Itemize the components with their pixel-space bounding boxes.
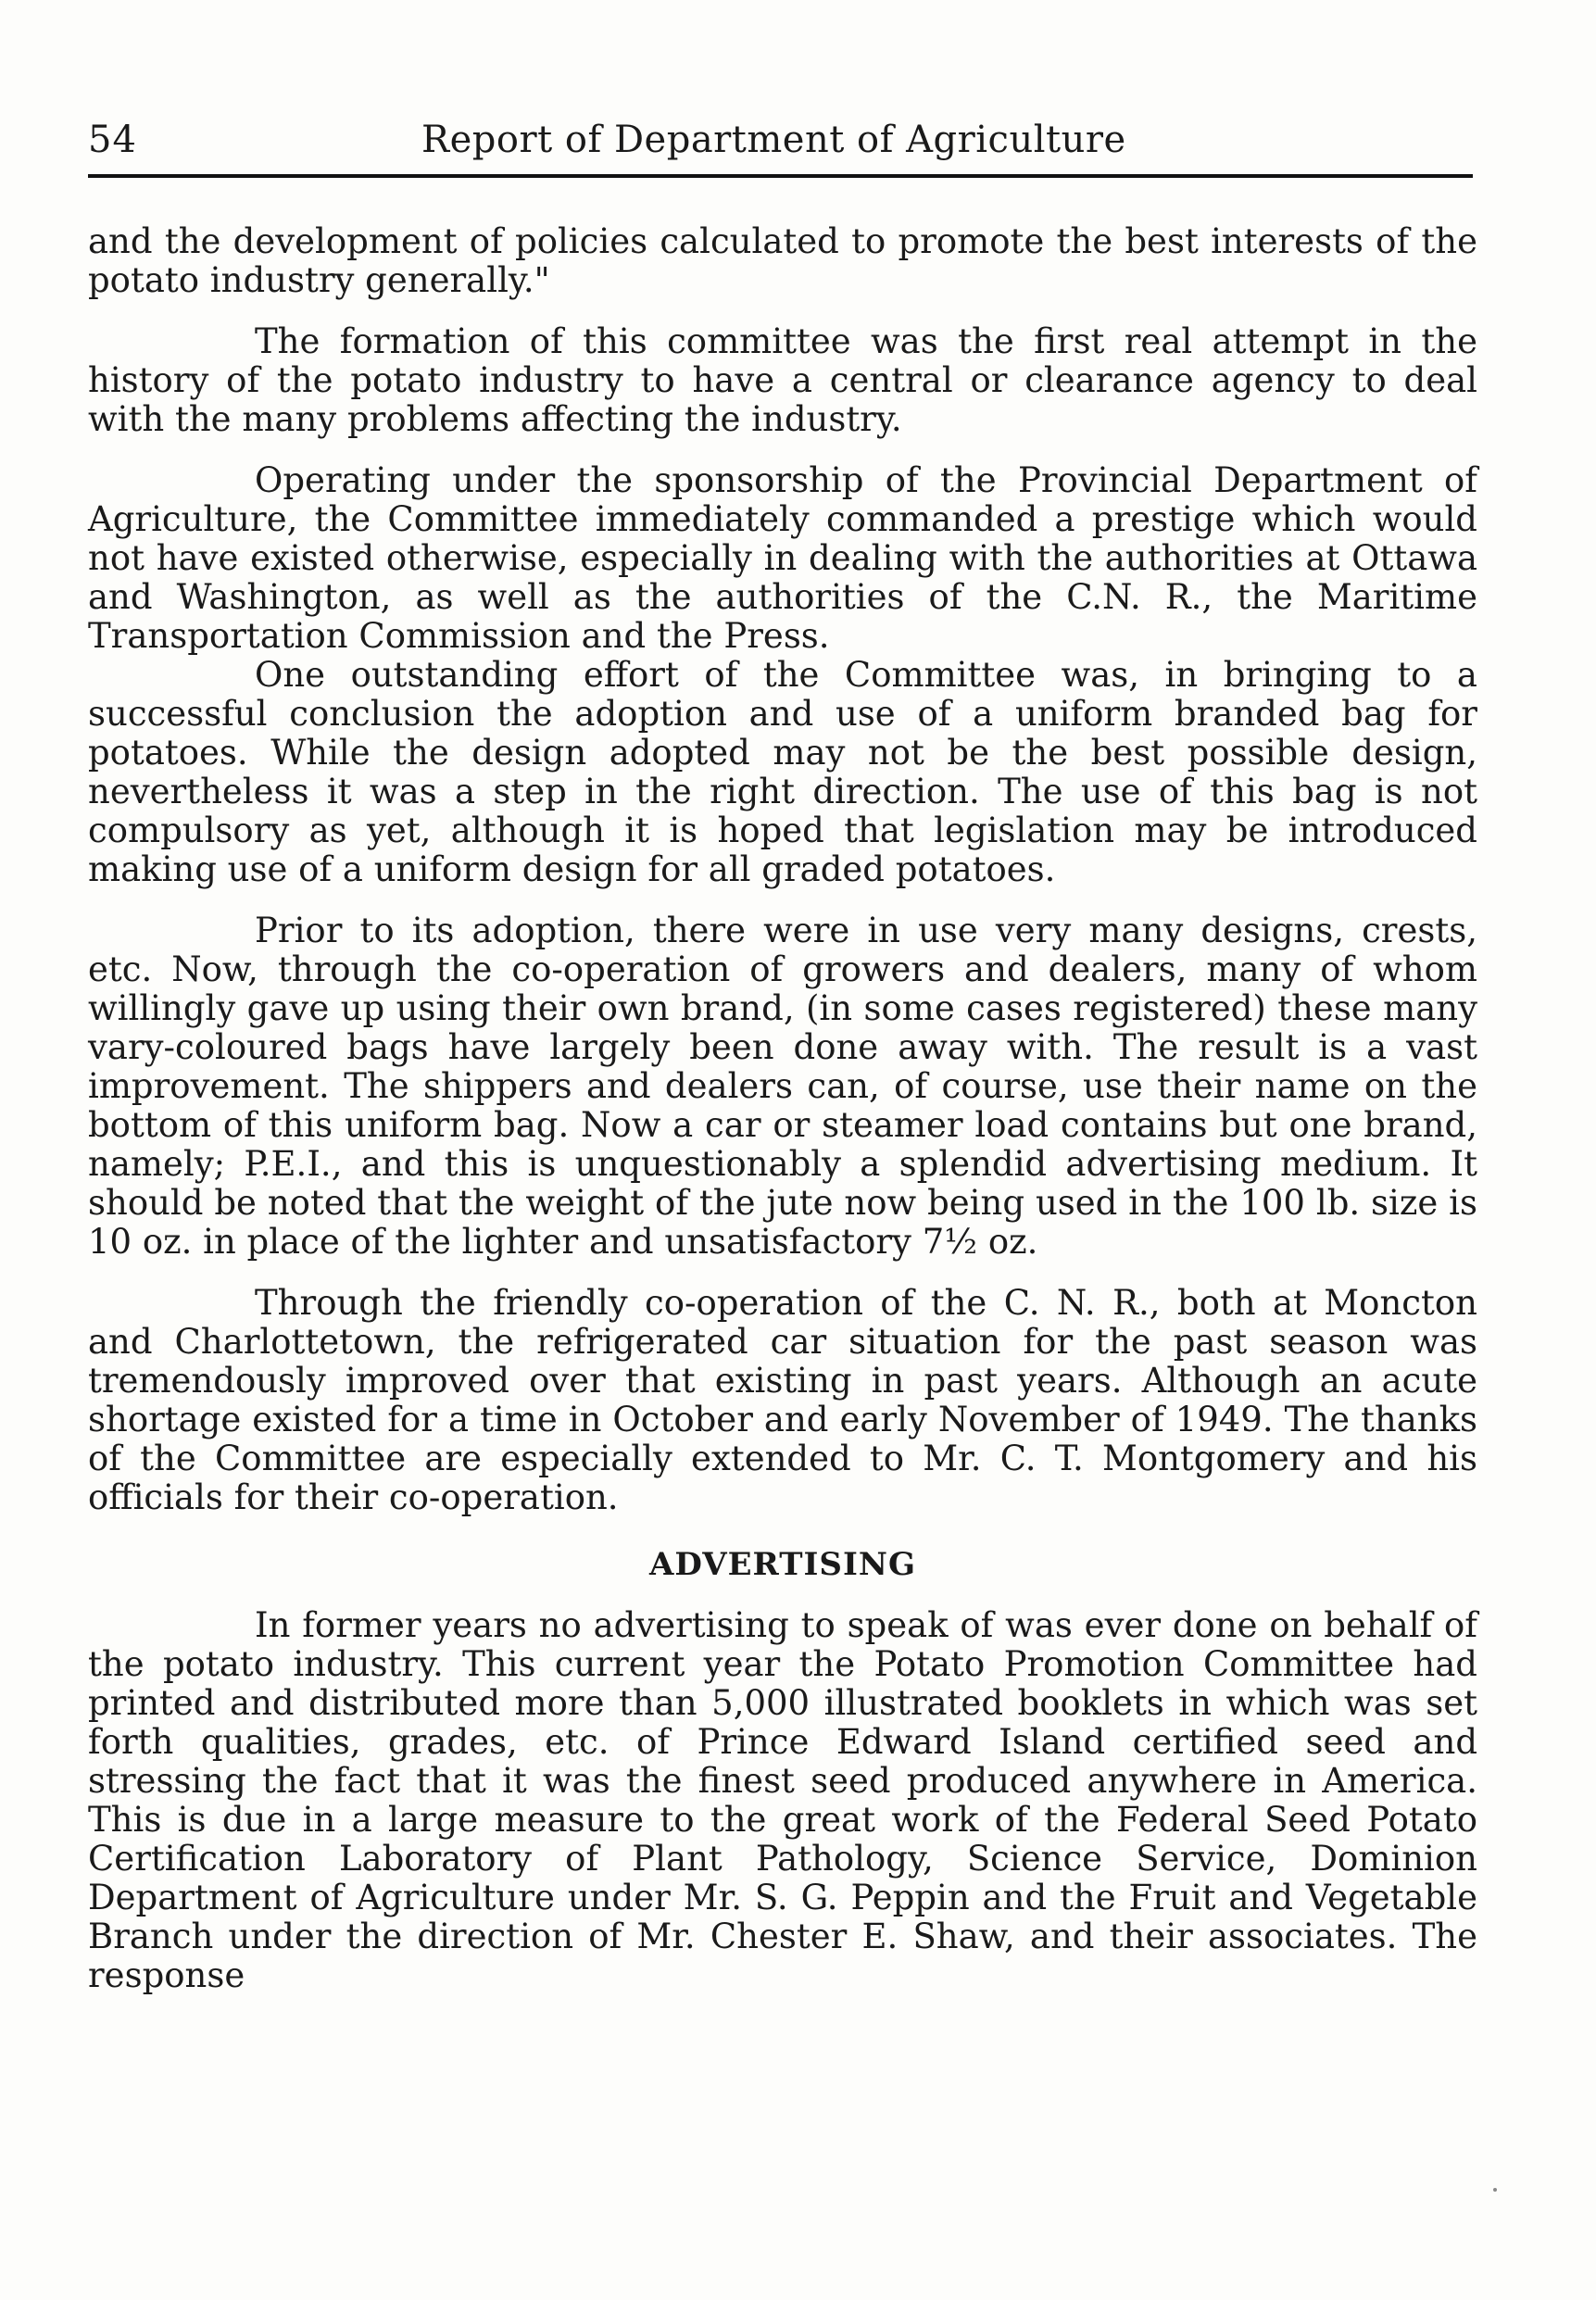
running-title: Report of Department of Agriculture <box>421 119 1126 161</box>
section-heading-advertising: ADVERTISING <box>649 1546 916 1583</box>
paragraph-advertising: In former years no advertising to speak of was ever done on behalf of the potato industry. This current year the Potato Promotion Committee had printed and distributed more than 5,000 illustrated booklets in which was set forth qualities, grades, etc. of Prince Edward Island certified seed and stressing the fact that it was the finest seed produced anywhere in America. This is due in a large measure to the great work of the Federal Seed Potato Certification Laboratory of Plant Pathology, Science Service, Dominion Department of Agriculture under Mr. S. G. Peppin and the Fruit and Vegetable Branch under the direction of Mr. Chester E. Shaw, and their associates. The response <box>88 1605 1477 1995</box>
paragraph-uniform-bag: One outstanding effort of the Committee was, in bringing to a successful conclusion the adoption and use of a uniform branded bag for potatoes. While the design adopted may not be the best possible design, nevertheless it was a step in the right direction. The use of this bag is not compulsory as yet, although it is hoped that legislation may be introduced making use of a uniform design for all graded potatoes. <box>88 655 1477 889</box>
page-number: 54 <box>88 119 137 161</box>
header-rule <box>88 174 1473 178</box>
scan-speck <box>1493 2188 1497 2192</box>
paragraph-refrigerated-cars: Through the friendly co-operation of the C. N. R., both at Moncton and Charlottetown, the refrigerated car situation for the past season was tremendously improved over that existing in past years. Although an acute shortage existed for a time in October and early November of 1949. The thanks of the Committee are especially extended to Mr. C. T. Montgomery and his officials for their co-operation. <box>88 1283 1477 1517</box>
paragraph-committee-formation: The formation of this committee was the first real attempt in the history of the potato industry to have a central or clearance agency to deal with the many problems affecting the industry. <box>88 321 1477 439</box>
paragraph-continued: and the development of policies calculated to promote the best interests of the potato industry generally." <box>88 221 1477 300</box>
body-text <box>88 222 1477 1995</box>
page-header <box>88 109 1473 165</box>
paragraph-sponsorship: Operating under the sponsorship of the Provincial Department of Agriculture, the Committee immediately commanded a prestige which would not have existed otherwise, especially in dealing with the authorities at Ottawa and Washington, as well as the authorities of the C.N. R., the Maritime Transportation Commission and the Press. <box>88 460 1477 656</box>
paragraph-prior-adoption: Prior to its adoption, there were in use very many designs, crests, etc. Now, through the co-operation of growers and dealers, many of whom willingly gave up using their own brand, (in some cases registered) these many vary-coloured bags have largely been done away with. The result is a vast improvement. The shippers and dealers can, of course, use their name on the bottom of this uniform bag. Now a car or steamer load contains but one brand, namely; P.E.I., and this is unquestionably a splendid advertising medium. It should be noted that the weight of the jute now being used in the 100 lb. size is 10 oz. in place of the lighter and unsatisfactory 7½ oz. <box>88 911 1477 1262</box>
